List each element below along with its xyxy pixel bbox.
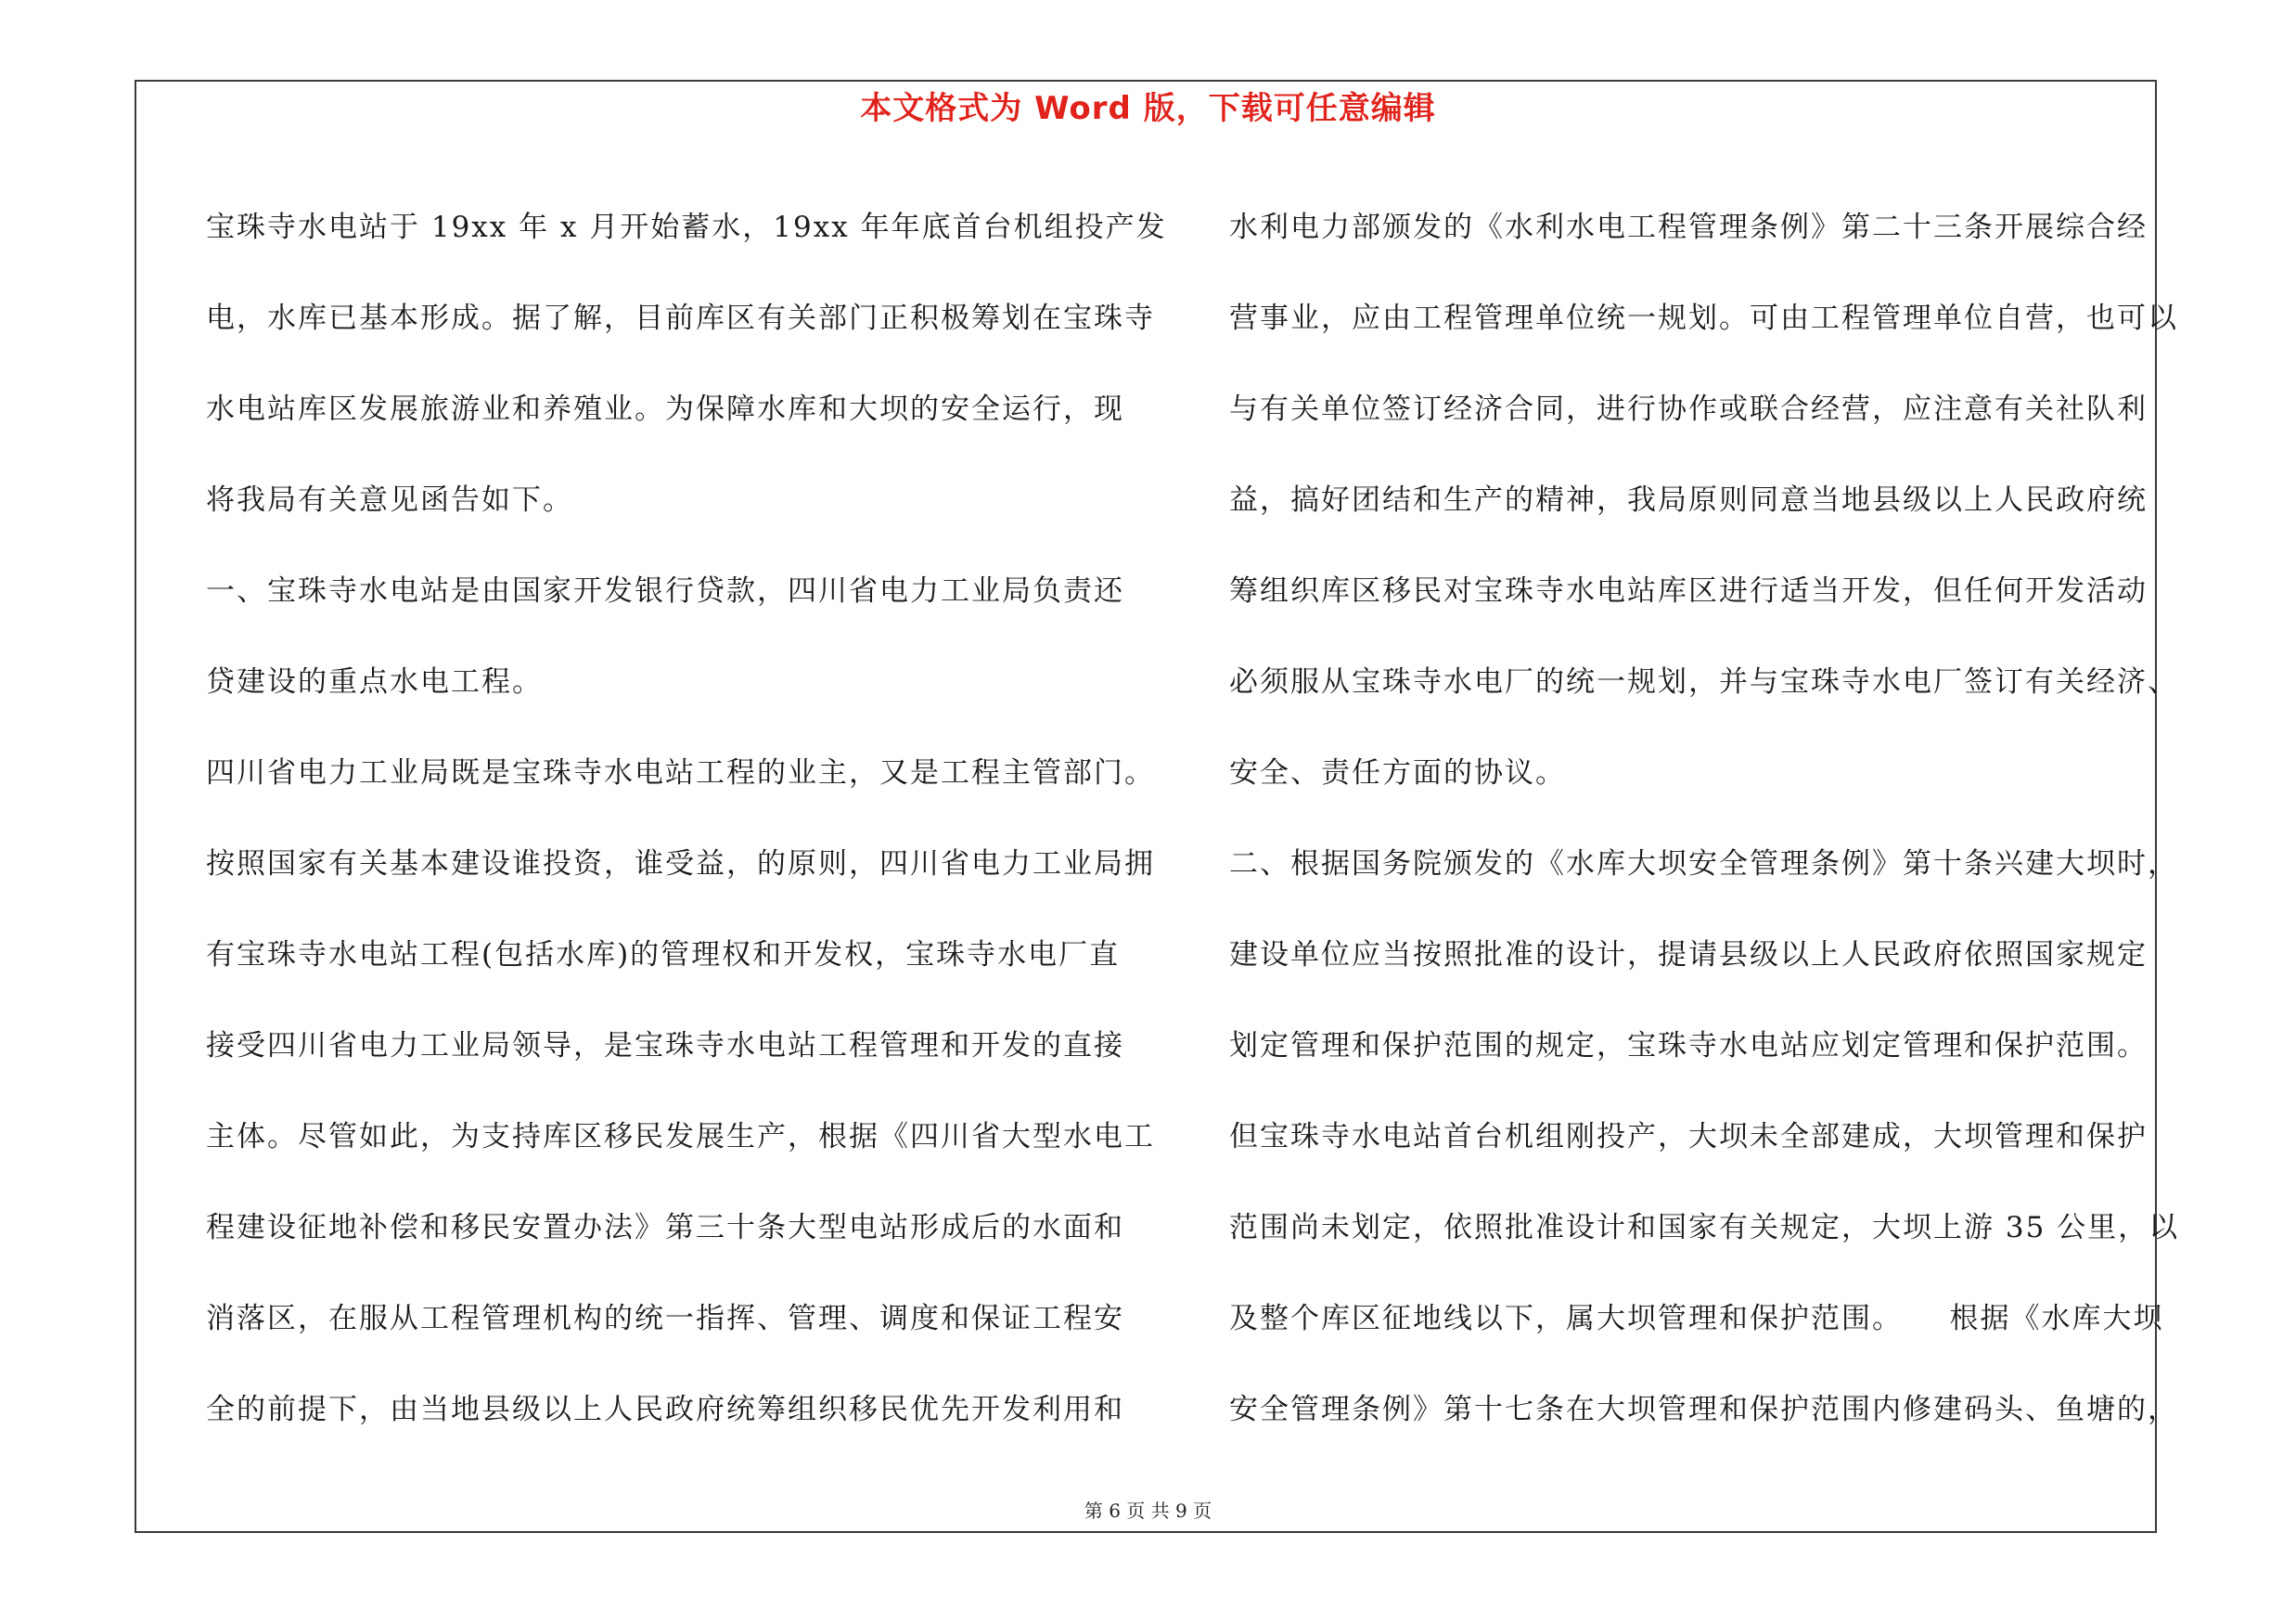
- text-line: 有宝珠寺水电站工程(包括水库)的管理权和开发权，宝珠寺水电厂直: [206, 938, 1121, 972]
- text-line: 接受四川省电力工业局领导，是宝珠寺水电站工程管理和开发的直接: [206, 1029, 1124, 1063]
- text-line: 与有关单位签订经济合同，进行协作或联合经营，应注意有关社队利: [1229, 393, 2148, 426]
- text-line: 及整个库区征地线以下，属大坝管理和保护范围。 根据《水库大坝: [1229, 1302, 2164, 1335]
- text-line: 一、宝珠寺水电站是由国家开发银行贷款，四川省电力工业局负责还: [206, 574, 1124, 608]
- text-line: 水电站库区发展旅游业和养殖业。为保障水库和大坝的安全运行，现: [206, 393, 1124, 426]
- text-line: 贷建设的重点水电工程。: [206, 665, 543, 699]
- text-line: 但宝珠寺水电站首台机组刚投产，大坝未全部建成，大坝管理和保护: [1229, 1120, 2148, 1153]
- right-text-column: [1229, 182, 2180, 1455]
- text-line: 按照国家有关基本建设谁投资，谁受益，的原则，四川省电力工业局拥: [206, 847, 1155, 881]
- format-banner: 本文格式为 Word 版，下载可任意编辑: [860, 90, 1436, 127]
- text-line: 宝珠寺水电站于 19xx 年 x 月开始蓄水，19xx 年年底首台机组投产发: [206, 211, 1167, 244]
- page-number-footer: 第 6 页 共 9 页: [1084, 1500, 1212, 1522]
- text-line: 主体。尽管如此，为支持库区移民发展生产，根据《四川省大型水电工: [206, 1120, 1155, 1153]
- text-line: 必须服从宝珠寺水电厂的统一规划，并与宝珠寺水电厂签订有关经济、: [1229, 665, 2178, 699]
- text-line: 益，搞好团结和生产的精神，我局原则同意当地县级以上人民政府统: [1229, 483, 2148, 517]
- text-line: 划定管理和保护范围的规定，宝珠寺水电站应划定管理和保护范围。: [1229, 1029, 2148, 1063]
- text-line: 二、根据国务院颁发的《水库大坝安全管理条例》第十条兴建大坝时，: [1229, 847, 2178, 881]
- text-line: 建设单位应当按照批准的设计，提请县级以上人民政府依照国家规定: [1229, 938, 2148, 972]
- text-line: 四川省电力工业局既是宝珠寺水电站工程的业主，又是工程主管部门。: [206, 756, 1155, 790]
- text-line: 筹组织库区移民对宝珠寺水电站库区进行适当开发，但任何开发活动: [1229, 574, 2148, 608]
- left-text-column: [206, 182, 1167, 1455]
- text-line: 程建设征地补偿和移民安置办法》第三十条大型电站形成后的水面和: [206, 1211, 1124, 1244]
- text-line: 水利电力部颁发的《水利水电工程管理条例》第二十三条开展综合经: [1229, 211, 2148, 244]
- text-line: 全的前提下，由当地县级以上人民政府统筹组织移民优先开发利用和: [206, 1393, 1124, 1426]
- text-line: 安全管理条例》第十七条在大坝管理和保护范围内修建码头、鱼塘的，: [1229, 1393, 2178, 1426]
- text-line: 电，水库已基本形成。据了解，目前库区有关部门正积极筹划在宝珠寺: [206, 302, 1155, 335]
- text-line: 消落区，在服从工程管理机构的统一指挥、管理、调度和保证工程安: [206, 1302, 1124, 1335]
- text-line: 将我局有关意见函告如下。: [206, 483, 573, 517]
- text-line: 营事业，应由工程管理单位统一规划。可由工程管理单位自营，也可以: [1229, 302, 2178, 335]
- text-line: 范围尚未划定，依照批准设计和国家有关规定，大坝上游 35 公里，以: [1229, 1211, 2180, 1244]
- text-line: 安全、责任方面的协议。: [1229, 756, 1566, 790]
